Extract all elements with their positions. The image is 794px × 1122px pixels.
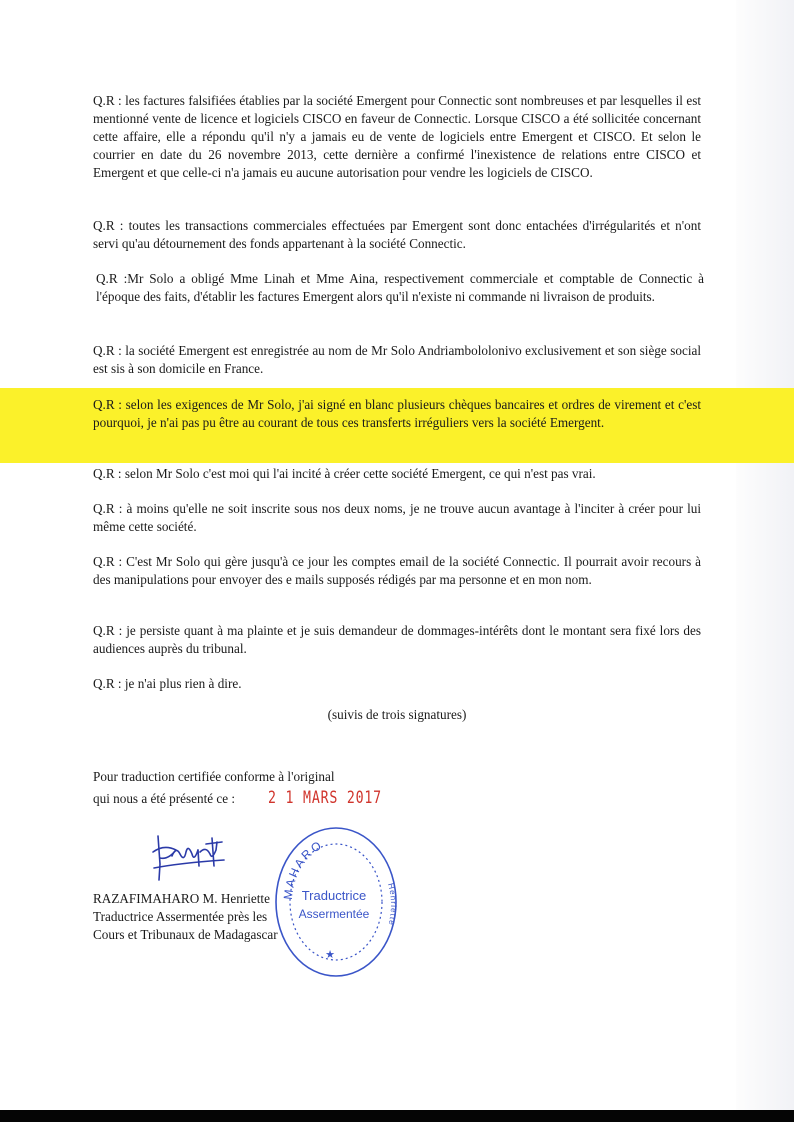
qr-paragraph-10: Q.R : je n'ai plus rien à dire.	[93, 676, 242, 691]
qr-paragraph-8: Q.R : C'est Mr Solo qui gère jusqu'à ce jour les comptes email de la société Connectic. Il pourrait avoir recours à des manipulations pour envoyer des e mails supposés rédigés par ma personne et en mon nom.	[93, 554, 701, 587]
seal-top-text: MAHARO	[280, 837, 326, 901]
date-stamp: 2 1 MARS 2017	[268, 788, 382, 808]
translator-title: Traductrice Assermentée près les	[93, 909, 268, 924]
qr-paragraph-3: Q.R :Mr Solo a obligé Mme Linah et Mme Aina, respectivement commerciale et comptable de Connectic à l'époque des faits, d'établir les factures Emergent alors qu'il n'existe ni commande ni livraison de produits.	[96, 271, 704, 304]
official-seal	[270, 822, 402, 982]
qr-paragraph-6: Q.R : selon Mr Solo c'est moi qui l'ai incité à créer cette société Emergent, ce qui n'est pas vrai.	[93, 466, 596, 481]
qr-paragraph-9: Q.R : je persiste quant à ma plainte et je suis demandeur de dommages-intérêts dont le montant sera fixé lors des audiences auprès du tribunal.	[93, 623, 701, 656]
seal-line-1: Traductrice	[301, 888, 367, 903]
handwritten-signature	[150, 830, 230, 885]
seal-side-text: Henriette	[386, 882, 399, 927]
qr-paragraph-4: Q.R : la société Emergent est enregistrée au nom de Mr Solo Andriambololonivo exclusivement et son siège social est sis à son domicile en France.	[93, 343, 701, 376]
scan-bottom-edge	[0, 1110, 794, 1122]
translator-courts: Cours et Tribunaux de Madagascar	[93, 927, 278, 942]
qr-paragraph-1: Q.R : les factures falsifiées établies par la société Emergent pour Connectic sont nombreuses et par lesquelles il est mentionné vente de licence et logiciels CISCO en faveur de Connectic. Lorsque CISCO a été sollicitée concernant cette affaire, elle a répondu qu'il n'y a jamais eu de vente de logiciels entre Emergent et CISCO. Et selon le courrier en date du 26 novembre 2013, cette dernière a confirmé l'inexistence de relations entre CISCO et Emergent et que celle-ci n'a jamais eu aucune autorisation pour vendre les logiciels de CISCO.	[93, 93, 701, 180]
seal-line-2: Assermentée	[298, 907, 370, 921]
star-icon: ★	[325, 949, 335, 961]
scan-edge-shadow	[736, 0, 794, 1110]
certification-line-1: Pour traduction certifiée conforme à l'original	[93, 769, 335, 784]
qr-paragraph-7: Q.R : à moins qu'elle ne soit inscrite sous nos deux noms, je ne trouve aucun avantage à l'inciter à créer pour lui même cette société.	[93, 501, 701, 534]
certification-line-2: qui nous a été présenté ce :	[93, 791, 236, 806]
translator-name: RAZAFIMAHARO M. Henriette	[93, 891, 270, 906]
qr-paragraph-5-highlighted: Q.R : selon les exigences de Mr Solo, j'ai signé en blanc plusieurs chèques bancaires et ordres de virement et c'est pourquoi, je n'ai pas pu être au courant de tous ces transferts irréguliers vers la société Emergent.	[93, 397, 701, 430]
signatures-note: (suivis de trois signatures)	[327, 707, 467, 722]
svg-text:Henriette	[386, 882, 398, 927]
qr-paragraph-2: Q.R : toutes les transactions commerciales effectuées par Emergent sont donc entachées d'irrégularités et n'ont servi qu'au détournement des fonds appartenant à la société Connectic.	[93, 218, 701, 251]
